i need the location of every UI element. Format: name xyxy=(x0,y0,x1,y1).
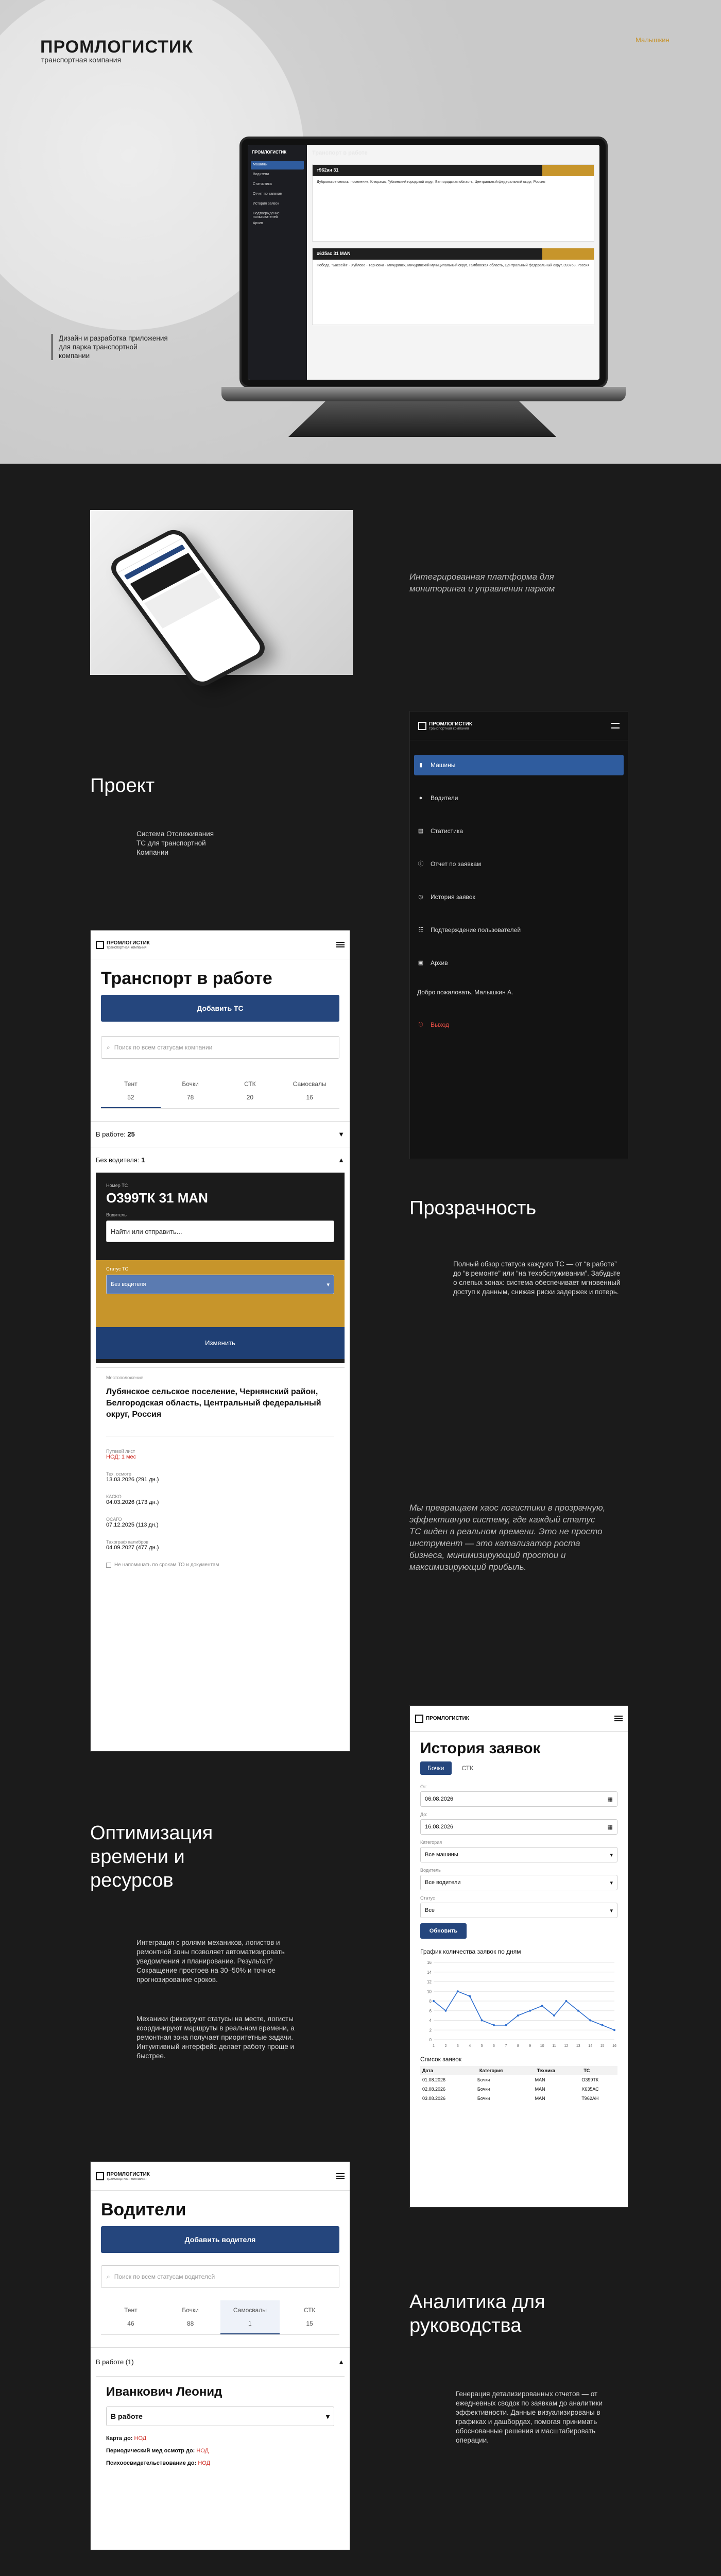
no-driver-row[interactable] xyxy=(91,1147,350,1173)
laptop-menu-item[interactable]: Отчет по заявкам xyxy=(253,192,283,196)
location-text: Лубянское сельское поселение, Чернянский район, Белгородская область, Центральный федеральный округ, Россия xyxy=(106,1387,321,1419)
driver-search-input[interactable] xyxy=(101,2265,339,2288)
brand-subtitle: транспортная компания xyxy=(41,56,122,64)
driver-label: Водитель xyxy=(106,1212,127,1217)
in-work-label: В работе: xyxy=(96,1130,126,1138)
table-cell: Х635АС xyxy=(581,2087,599,2092)
laptop-screen xyxy=(248,145,599,380)
vehicles-mobile-mock xyxy=(90,930,350,1752)
y-tick-label: 16 xyxy=(427,1960,432,1965)
requests-line-chart xyxy=(420,1958,619,2051)
tab-count: 46 xyxy=(127,2320,134,2327)
table-cell: Бочки xyxy=(477,2087,490,2092)
laptop-menu-item[interactable]: Машины xyxy=(251,161,304,170)
data-point xyxy=(481,2020,483,2022)
field-value: 13.03.2026 (291 дн.) xyxy=(106,1477,159,1483)
data-point xyxy=(602,2024,604,2026)
tab-label: Самосвалы xyxy=(233,2307,267,2314)
hero-section xyxy=(0,0,721,464)
tab-count: 15 xyxy=(306,2320,313,2327)
burger-icon[interactable] xyxy=(614,1716,623,1721)
laptop-card-status-block xyxy=(542,248,594,260)
chevron-down-icon: ▾ xyxy=(610,1907,613,1914)
chevron-down-icon: ▾ xyxy=(325,2412,330,2420)
driver-filter-label: Водитель xyxy=(420,1868,441,1873)
laptop-menu-item[interactable]: Подтверждение пользователей xyxy=(253,212,280,219)
table-header: Техника xyxy=(537,2068,555,2073)
in-work-row[interactable] xyxy=(91,1121,350,1147)
driver-filter-value: Все водители xyxy=(425,1879,461,1886)
logo-sub: транспортная компания xyxy=(107,2177,147,2181)
no-remind-checkbox[interactable] xyxy=(106,1562,334,1568)
search-icon: ⌕ xyxy=(107,1043,110,1051)
data-point xyxy=(493,2024,495,2026)
table-row[interactable] xyxy=(420,2094,617,2103)
data-point xyxy=(565,2000,567,2002)
driver-tab-stk[interactable] xyxy=(280,2300,339,2334)
laptop-mockup xyxy=(239,137,608,388)
driver-status-value: В работе xyxy=(111,2412,143,2420)
menu-item-archive[interactable] xyxy=(410,953,628,973)
x-tick-label: 12 xyxy=(564,2044,569,2048)
driver-name: Иванкович Леонид xyxy=(106,2385,222,2399)
hero-caption: Дизайн и разработка приложения для парка транспортной компании xyxy=(52,334,170,360)
brand-title: ПРОМЛОГИСТИК xyxy=(40,37,194,57)
stats-icon: ▤ xyxy=(418,828,424,834)
table-cell: MAN xyxy=(535,2077,545,2082)
status-block xyxy=(96,1260,345,1327)
menu-logout-label: Выход xyxy=(431,1021,449,1028)
project-desc: Система Отслеживания ТС для транспортной Компании xyxy=(136,830,214,856)
menu-burger-icon[interactable] xyxy=(611,723,620,728)
data-point xyxy=(553,2014,555,2016)
no-driver-label: Без водителя: xyxy=(96,1156,140,1164)
optimization-desc-2: Механики фиксируют статусы на месте, логисты координируют маршруты в реальном времени, а ремонтная зона получает приоритетные задачи. Интуитивный интерфейс делает работу проще и быстрее. xyxy=(136,2015,295,2060)
triangle-up-icon: ▲ xyxy=(338,1156,345,1164)
card-label: Карта до: xyxy=(106,2435,133,2442)
data-point xyxy=(589,2020,591,2022)
to-date-value: 16.08.2026 xyxy=(425,1824,454,1830)
table-cell: 03.08.2026 xyxy=(422,2096,446,2101)
transparency-desc: Полный обзор статуса каждого ТС — от “в работе” до “в ремонте” или “на техобслуживании”. Забудьте о слепых зонах: система обеспечивает мгновенный доступ к данным, снижая риски задержек и потерь. xyxy=(453,1260,621,1296)
search-placeholder: Поиск по всем статусам водителей xyxy=(114,2273,215,2280)
x-tick-label: 10 xyxy=(540,2044,544,2048)
tab-stk[interactable] xyxy=(220,1074,280,1108)
menu-item-label: Архив xyxy=(431,959,448,967)
logo-sub: транспортная компания xyxy=(107,945,147,950)
x-tick-label: 14 xyxy=(588,2044,593,2048)
laptop-logo: ПРОМЛОГИСТИК xyxy=(252,150,287,155)
history-tab-barrels[interactable]: Бочки xyxy=(420,1761,452,1775)
transparency-quote: Мы превращаем хаос логистики в прозрачную, эффективную систему, где каждый статус ТС виден в реальном времени. Это не просто инструмент — это катализатор роста бизнеса, минимизирующий простои и максимизирующий прибыль. xyxy=(409,1503,606,1572)
data-point xyxy=(433,2000,435,2002)
menu-logout[interactable] xyxy=(410,1014,628,1035)
tab-label: Тент xyxy=(124,2307,138,2314)
laptop-stand xyxy=(288,401,556,437)
table-cell: Т962АН xyxy=(581,2096,599,2101)
laptop-card-location: Дубровское сельск. поселение, Клюрама, Губкинский городской округ, Белгородская область, Центральный федеральный округ, Россия xyxy=(317,180,545,184)
data-point xyxy=(613,2029,615,2031)
add-vehicle-button[interactable]: Добавить ТС xyxy=(101,995,339,1022)
field-value: НОД: 1 мес xyxy=(106,1454,136,1460)
section-title-transparency: Прозрачность xyxy=(409,1197,537,1219)
menu-logo-text: ПРОМЛОГИСТИК xyxy=(429,721,472,727)
logo-text: ПРОМЛОГИСТИК xyxy=(426,1716,469,1721)
tab-label: Бочки xyxy=(182,1080,199,1088)
y-tick-label: 14 xyxy=(427,1970,432,1975)
to-label: До: xyxy=(420,1812,427,1817)
drivers-in-work-row[interactable] xyxy=(91,2347,350,2376)
phone-mockup xyxy=(106,526,270,690)
data-point xyxy=(505,2024,507,2026)
category-label: Категория xyxy=(420,1840,442,1845)
driver-tab-tent[interactable] xyxy=(101,2300,161,2334)
menu-item-label: Статистика xyxy=(431,827,464,835)
menu-item-stats[interactable] xyxy=(410,821,628,841)
tab-label: СТК xyxy=(303,2307,316,2314)
users-icon: ☷ xyxy=(418,927,423,933)
from-date-input[interactable] xyxy=(420,1791,617,1807)
analytics-desc: Генерация детализированных отчетов — от ежедневных сводок по заявкам до аналитики эффективности. Данные визуализированы в графиках и дашбордах, помогая принимать обоснованные решения и масштабировать операции. xyxy=(456,2390,603,2444)
driver-status-select[interactable] xyxy=(106,2406,334,2426)
menu-item-label: История заявок xyxy=(431,893,475,901)
menu-item-label: Водители xyxy=(431,794,458,802)
tab-count: 88 xyxy=(186,2320,194,2327)
field-value: 07.12.2025 (113 дн.) xyxy=(106,1522,159,1528)
x-tick-label: 11 xyxy=(552,2044,556,2048)
menu-item-history[interactable] xyxy=(410,887,628,907)
tab-count: 78 xyxy=(186,1094,194,1101)
add-driver-button[interactable]: Добавить водителя xyxy=(101,2226,339,2253)
field-value: 04.03.2026 (173 дн.) xyxy=(106,1499,159,1505)
status-select[interactable] xyxy=(106,1275,334,1294)
category-value: Все машины xyxy=(425,1852,458,1858)
med-value: НОД xyxy=(196,2448,209,2454)
section-title-optimization: Оптимизация времени и ресурсов xyxy=(90,1822,213,1891)
in-work-label: В работе (1) xyxy=(96,2358,134,2366)
vehicle-card xyxy=(96,1173,345,1363)
driver-input[interactable]: Найти или отправить... xyxy=(106,1221,334,1242)
table-cell: Бочки xyxy=(477,2096,490,2101)
x-tick-label: 8 xyxy=(517,2044,519,2048)
from-date-value: 06.08.2026 xyxy=(425,1796,454,1802)
chevron-down-icon: ▾ xyxy=(610,1879,613,1886)
archive-icon: ▣ xyxy=(418,960,424,966)
laptop-vehicle-card xyxy=(312,164,594,242)
triangle-up-icon: ▲ xyxy=(338,2358,345,2366)
location-label: Местоположение xyxy=(106,1375,144,1380)
laptop-menu-item[interactable]: Архив xyxy=(253,222,263,225)
intro-text: Интегрированная платформа для мониторинга и управления парком xyxy=(409,572,555,594)
driver-select[interactable] xyxy=(420,1875,617,1890)
checkbox-label: Не напоминать по срокам ТО и документам xyxy=(114,1562,219,1568)
table-cell: 02.08.2026 xyxy=(422,2087,446,2092)
x-tick-label: 3 xyxy=(456,2044,459,2048)
burger-icon[interactable] xyxy=(336,2173,345,2179)
table-row[interactable] xyxy=(420,2075,617,2084)
field-label: Тахограф калибров xyxy=(106,1539,149,1545)
menu-item-drivers[interactable] xyxy=(410,788,628,808)
x-tick-label: 4 xyxy=(469,2044,471,2048)
menu-item-label: Подтверждение пользователей xyxy=(431,926,521,934)
update-button[interactable]: Обновить xyxy=(420,1923,467,1939)
x-tick-label: 1 xyxy=(433,2044,435,2048)
x-tick-label: 2 xyxy=(444,2044,447,2048)
x-tick-label: 13 xyxy=(576,2044,580,2048)
list-title: Список заявок xyxy=(420,2056,462,2063)
info-icon: ⓘ xyxy=(418,861,424,867)
card-number: О399ТК 31 MAN xyxy=(106,1190,208,1206)
to-date-input[interactable] xyxy=(420,1819,617,1835)
truck-icon: ▮ xyxy=(419,762,423,768)
table-cell: Бочки xyxy=(477,2077,490,2082)
logout-icon: ⎋ xyxy=(418,1022,423,1028)
x-tick-label: 6 xyxy=(493,2044,495,2048)
laptop-card-location: Победа, "Бассейн" - Хуйлово - Терновка - Мичуринск, Мичуринский муниципальный округ, Тамбовская область, Центральный федеральный округ, 393763, Россия xyxy=(317,264,590,267)
psych-label: Психоосвидетельствование до: xyxy=(106,2460,197,2466)
field-label: ОСАГО xyxy=(106,1517,122,1522)
burger-icon[interactable] xyxy=(336,942,345,947)
tab-label: Тент xyxy=(124,1080,138,1088)
phone-photo xyxy=(90,510,353,675)
in-work-count: 25 xyxy=(127,1130,135,1138)
table-header: Дата xyxy=(422,2068,433,2073)
laptop-main xyxy=(307,145,599,380)
x-tick-label: 9 xyxy=(529,2044,531,2048)
status-filter-value: Все xyxy=(425,1907,435,1913)
field-label: КАСКО xyxy=(106,1494,122,1499)
data-point xyxy=(577,2010,579,2012)
data-point xyxy=(469,1995,471,1997)
status-filter-label: Статус xyxy=(420,1895,435,1901)
mobile-menu-mock xyxy=(409,711,628,1159)
menu-welcome: Добро пожаловать, Малышкин А. xyxy=(417,989,513,996)
laptop-card-number: х635ас 31 MAN xyxy=(313,248,594,260)
status-filter-select[interactable] xyxy=(420,1903,617,1918)
tab-dump[interactable] xyxy=(280,1074,339,1108)
section-title-analytics: Аналитика для руководства xyxy=(409,2291,545,2336)
table-cell: О399ТК xyxy=(581,2077,599,2082)
y-tick-label: 10 xyxy=(427,1989,432,1994)
status-value: Без водителя xyxy=(111,1281,146,1287)
laptop-sidebar xyxy=(248,145,307,380)
y-tick-label: 4 xyxy=(429,2018,432,2023)
driver-tab-barrels[interactable] xyxy=(161,2300,220,2334)
menu-item-cars[interactable] xyxy=(414,755,624,775)
history-title: История заявок xyxy=(420,1740,541,1757)
clock-icon: ◷ xyxy=(418,894,423,900)
laptop-base xyxy=(221,387,626,401)
driver-tab-dump[interactable] xyxy=(220,2300,280,2334)
chevron-down-icon: ▾ xyxy=(327,1281,330,1288)
menu-item-report[interactable] xyxy=(410,854,628,874)
change-status-button[interactable]: Изменить xyxy=(96,1327,345,1359)
tab-count: 20 xyxy=(246,1094,254,1101)
laptop-vehicle-card xyxy=(312,248,594,325)
y-tick-label: 6 xyxy=(429,2008,432,2013)
tab-label: СТК xyxy=(244,1080,256,1088)
search-input[interactable] xyxy=(101,1036,339,1059)
laptop-card-number: т962ан 31 xyxy=(313,165,594,176)
calendar-icon: ▦ xyxy=(607,1824,613,1831)
laptop-menu-item[interactable]: Водители xyxy=(253,173,269,176)
no-driver-count: 1 xyxy=(141,1156,145,1164)
table-row[interactable] xyxy=(420,2084,617,2094)
x-tick-label: 16 xyxy=(612,2044,616,2048)
tab-barrels[interactable] xyxy=(161,1074,220,1108)
laptop-page-title: Транспорт в работе xyxy=(312,150,368,156)
table-header: Категория xyxy=(479,2068,503,2073)
table-cell: MAN xyxy=(535,2096,545,2101)
menu-item-label: Машины xyxy=(431,761,456,769)
field-value: 04.09.2027 (477 дн.) xyxy=(106,1545,159,1551)
med-label: Периодический мед осмотр до: xyxy=(106,2448,195,2454)
field-label: Тех. осмотр xyxy=(106,1471,131,1477)
calendar-icon: ▦ xyxy=(607,1796,613,1803)
logo-text: ПРОМЛОГИСТИК xyxy=(107,2171,150,2177)
section-title-project: Проект xyxy=(90,775,155,796)
tab-label: Бочки xyxy=(182,2307,199,2314)
tab-count: 1 xyxy=(248,2320,252,2327)
table-cell: 01.08.2026 xyxy=(422,2077,446,2082)
category-select[interactable] xyxy=(420,1847,617,1862)
tab-label: Самосвалы xyxy=(293,1080,327,1088)
history-mobile-mock xyxy=(409,1705,628,2208)
laptop-card-status-block xyxy=(542,165,594,176)
tab-tent[interactable] xyxy=(101,1074,161,1108)
status-label: Статус ТС xyxy=(106,1266,128,1272)
drivers-title: Водители xyxy=(101,2200,186,2219)
menu-logo-sub: транспортная компания xyxy=(429,726,469,731)
x-tick-label: 5 xyxy=(480,2044,483,2048)
card-value: НОД xyxy=(134,2435,147,2442)
tab-count: 52 xyxy=(127,1094,134,1101)
page-title: Транспорт в работе xyxy=(101,969,272,988)
history-tab-stk[interactable]: СТК xyxy=(461,1765,474,1772)
drivers-mobile-mock xyxy=(90,2161,350,2550)
menu-item-confirm[interactable] xyxy=(410,920,628,940)
data-point xyxy=(529,2010,531,2012)
y-tick-label: 2 xyxy=(429,2028,432,2033)
tab-count: 16 xyxy=(306,1094,313,1101)
y-tick-label: 0 xyxy=(429,2038,432,2042)
x-tick-label: 15 xyxy=(600,2044,605,2048)
data-point xyxy=(444,2010,447,2012)
field-label: Путевой лист xyxy=(106,1449,135,1454)
y-tick-label: 12 xyxy=(427,1979,432,1985)
data-point xyxy=(541,2005,543,2007)
info-fields xyxy=(106,1436,334,1568)
psych-value: НОД xyxy=(198,2460,211,2466)
menu-item-label: Отчет по заявкам xyxy=(431,860,482,868)
chart-title: График количества заявок по дням xyxy=(420,1948,521,1955)
data-point xyxy=(517,2014,519,2016)
data-point xyxy=(457,1990,459,1992)
search-placeholder: Поиск по всем статусам компании xyxy=(114,1044,213,1051)
optimization-desc-1: Интеграция с ролями механиков, логистов и ремонтной зоны позволяет автоматизировать уведомления и планирование. Результат? Сокращение простоев на 30–50% и точное прогнозирование сроков. xyxy=(136,1939,285,1984)
laptop-menu-item[interactable]: Статистика xyxy=(253,182,272,186)
user-icon: ● xyxy=(419,795,423,801)
author-link[interactable]: Малышкин xyxy=(636,36,670,44)
from-label: От: xyxy=(420,1784,427,1789)
chevron-down-icon: ▾ xyxy=(610,1852,613,1858)
triangle-down-icon: ▼ xyxy=(338,1130,345,1138)
x-tick-label: 7 xyxy=(505,2044,507,2048)
card-number-label: Номер ТС xyxy=(106,1183,128,1188)
table-header: ТС xyxy=(583,2068,590,2073)
table-cell: MAN xyxy=(535,2087,545,2092)
laptop-menu-item[interactable]: История заявок xyxy=(253,202,279,206)
search-icon: ⌕ xyxy=(107,2273,110,2280)
logo-text: ПРОМЛОГИСТИК xyxy=(107,940,150,946)
y-tick-label: 8 xyxy=(429,1999,432,2004)
history-table xyxy=(420,2066,617,2103)
